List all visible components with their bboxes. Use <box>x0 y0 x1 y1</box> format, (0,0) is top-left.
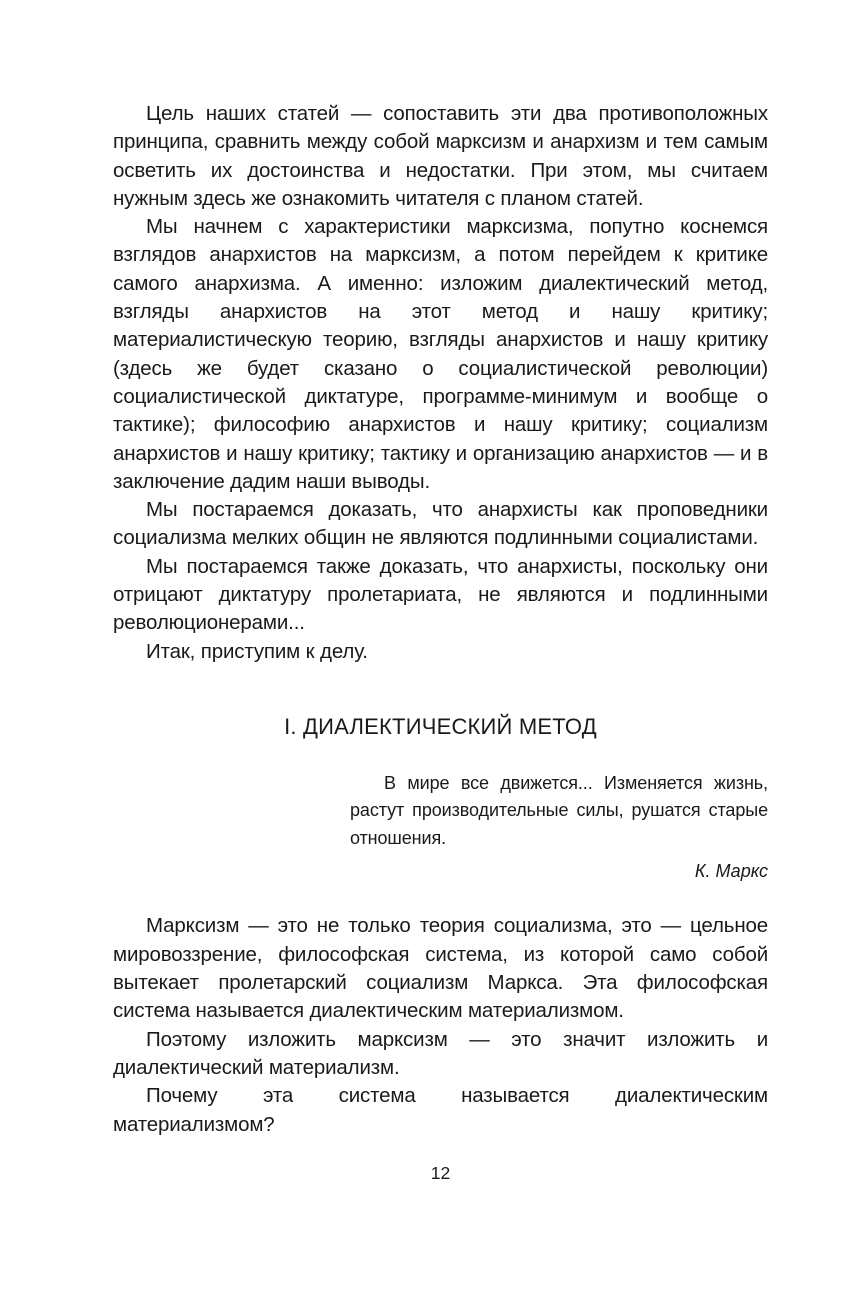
intro-paragraph-2: Мы начнем с характеристики марксизма, попутно коснемся взглядов анархистов на марксизм, а потом перейдем к критике самого анархизма. А именно: изложим диалектический метод, взгляды анархистов на этот метод и нашу критику; материалистическую теорию, взгляды анархистов и нашу критику (здесь же будет сказано о социалистической революции) социалистической диктатуре, программе-минимум и вообще о тактике); философию анархистов и нашу критику; социализм анархистов и нашу критику; тактику и организацию анархистов — и в заключение дадим наши выводы. <box>113 215 768 493</box>
chapter-heading: I. ДИАЛЕКТИЧЕСКИЙ МЕТОД <box>284 713 597 739</box>
chapter-paragraph-3: Почему эта система называется диалектическим материализмом? <box>113 1084 768 1136</box>
intro-paragraph-5: Итак, приступим к делу. <box>146 639 368 663</box>
intro-paragraph-4: Мы постараемся также доказать, что анархисты, поскольку они отрицают диктатуру пролетариата, не являются и подлинными революционерами... <box>113 554 768 635</box>
page-number: 12 <box>430 1163 451 1183</box>
epigraph-text: В мире все движется... Изменяется жизнь, растут производительные силы, рушатся старые отношения. <box>350 772 768 848</box>
epigraph <box>350 770 768 885</box>
epigraph-attribution: К. Маркс <box>694 861 768 882</box>
intro-paragraph-1: Цель наших статей — сопоставить эти два противоположных принципа, сравнить между собой марксизм и анархизм и тем самым осветить их достоинства и недостатки. При этом, мы считаем нужным здесь же ознакомить читателя с планом статей. <box>113 102 768 210</box>
chapter-paragraph-1: Марксизм — это не только теория социализма, это — цельное мировоззрение, философская система, из которой само собой вытекает пролетарский социализм Маркса. Эта философская система называется диалектическим материализмом. <box>113 914 768 1023</box>
text-column <box>113 0 768 1139</box>
intro-paragraph-3: Мы постараемся доказать, что анархисты как проповедники социализма мелких общин не являются подлинными социалистами. <box>113 498 768 550</box>
chapter-paragraph-2: Поэтому изложить марксизм — это значит изложить и диалектический материализм. <box>113 1027 768 1079</box>
